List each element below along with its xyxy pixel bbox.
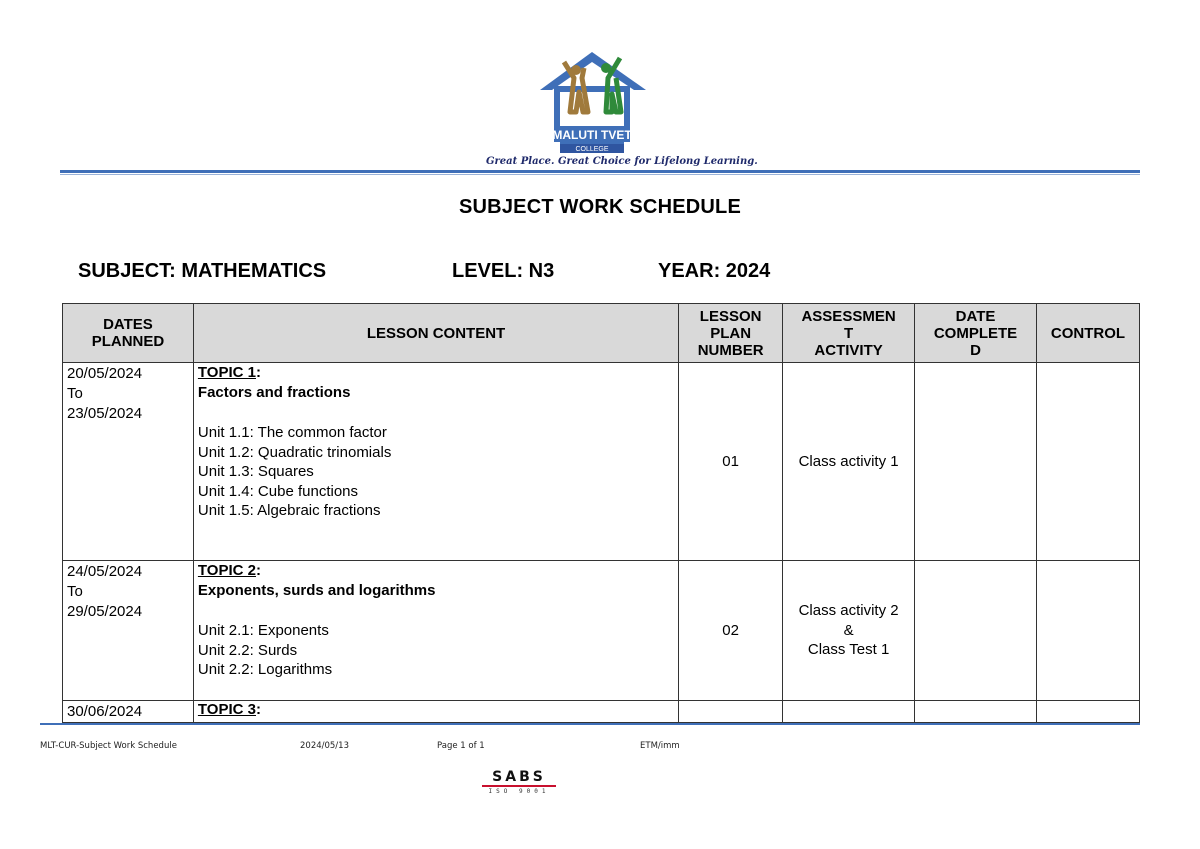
dates-cell	[63, 363, 194, 561]
table-row	[63, 701, 1140, 723]
header-text: NUMBER	[697, 341, 764, 359]
table-header-row	[63, 304, 1140, 363]
assessment-cell	[783, 561, 915, 701]
date-from: 20/05/2024	[67, 365, 143, 382]
sabs-mark: SABS	[492, 769, 546, 785]
topic-title: Exponents, surds and logarithms	[197, 582, 436, 599]
topic-label: TOPIC 1	[197, 364, 256, 381]
date-to-word: To	[67, 385, 83, 402]
header-dates-planned	[63, 304, 194, 363]
footer-page: Page 1 of 1	[437, 741, 485, 751]
unit-item: Unit 1.1: The common factor	[197, 424, 387, 441]
unit-item: Unit 1.2: Quadratic trinomials	[197, 443, 392, 461]
assessment-cell	[783, 363, 915, 561]
date-completed-cell	[915, 701, 1037, 723]
footer-date: 2024/05/13	[300, 741, 349, 751]
topic-label: TOPIC 2	[197, 562, 256, 579]
year-label: YEAR: 2024	[658, 260, 771, 282]
header-text: PLANNED	[91, 333, 165, 350]
topic-colon: :	[255, 364, 261, 381]
assessment-text: Class activity 1	[798, 452, 899, 470]
header-text: PLAN	[710, 324, 752, 342]
header-lesson-plan-number	[679, 304, 783, 363]
table-row	[63, 363, 1140, 561]
subject-label: SUBJECT: MATHEMATICS	[78, 260, 327, 282]
header-divider-thin	[60, 174, 1140, 175]
header-lesson-content: LESSON CONTENT	[193, 304, 678, 363]
sabs-iso-standard: ISO 9001	[488, 788, 550, 795]
date-completed-cell	[915, 561, 1037, 701]
lesson-content-cell	[193, 701, 678, 723]
level-label: LEVEL: N3	[452, 260, 555, 282]
dates-cell	[63, 701, 194, 723]
lesson-content-cell	[193, 363, 678, 561]
header-text: D	[970, 341, 981, 359]
header-text: ASSESSMEN	[801, 307, 896, 325]
date-from: 30/06/2024	[67, 703, 143, 720]
unit-item: Unit 2.2: Surds	[197, 641, 298, 659]
unit-item: Unit 1.3: Squares	[197, 463, 314, 480]
assessment-text: &	[843, 621, 854, 639]
work-schedule-table	[62, 303, 1140, 723]
sabs-bar	[482, 785, 556, 787]
header-text: ACTIVITY	[814, 341, 883, 359]
footer-divider	[40, 723, 1140, 725]
logo-subtext: COLLEGE	[575, 146, 609, 153]
assessment-cell	[783, 701, 915, 723]
footer-doc-code: MLT-CUR-Subject Work Schedule	[40, 741, 177, 751]
house-logo-icon	[480, 48, 740, 158]
unit-item: Unit 1.4: Cube functions	[197, 482, 358, 500]
header-text: LESSON	[699, 307, 762, 325]
date-to: 29/05/2024	[67, 603, 143, 620]
date-from: 24/05/2024	[67, 563, 143, 580]
control-cell	[1036, 701, 1139, 723]
date-to: 23/05/2024	[67, 405, 143, 422]
header-date-completed	[915, 304, 1037, 363]
unit-item: Unit 1.5: Algebraic fractions	[197, 502, 381, 519]
logo-text: MALUTI TVET	[552, 128, 632, 142]
header-text: COMPLETE	[933, 324, 1018, 342]
topic-label: TOPIC 3	[197, 701, 256, 718]
control-cell	[1036, 561, 1139, 701]
topic-colon: :	[255, 701, 261, 718]
date-completed-cell	[915, 363, 1037, 561]
topic-title: Factors and fractions	[197, 384, 351, 401]
college-tagline: Great Place. Great Choice for Lifelong Learning.	[486, 156, 758, 167]
assessment-text: Class activity 2	[798, 602, 899, 620]
lesson-content-cell	[193, 561, 678, 701]
header-divider	[60, 170, 1140, 173]
header-assessment-activity	[783, 304, 915, 363]
header-control: CONTROL	[1036, 304, 1139, 363]
header-text: DATES	[103, 316, 153, 333]
dates-cell	[63, 561, 194, 701]
topic-colon: :	[255, 562, 261, 579]
sabs-certification-logo	[482, 770, 556, 795]
header-text: T	[843, 324, 854, 342]
assessment-text: Class Test 1	[807, 641, 890, 659]
unit-item: Unit 2.1: Exponents	[197, 622, 329, 639]
header-text: DATE	[955, 307, 996, 325]
document-title: SUBJECT WORK SCHEDULE	[459, 196, 741, 218]
table-row	[63, 561, 1140, 701]
lesson-plan-cell	[679, 701, 783, 723]
lesson-plan-cell: 02	[679, 561, 783, 701]
footer-ref: ETM/imm	[640, 741, 680, 751]
date-to-word: To	[67, 583, 83, 600]
lesson-plan-cell: 01	[679, 363, 783, 561]
unit-item: Unit 2.2: Logarithms	[197, 661, 333, 678]
control-cell	[1036, 363, 1139, 561]
